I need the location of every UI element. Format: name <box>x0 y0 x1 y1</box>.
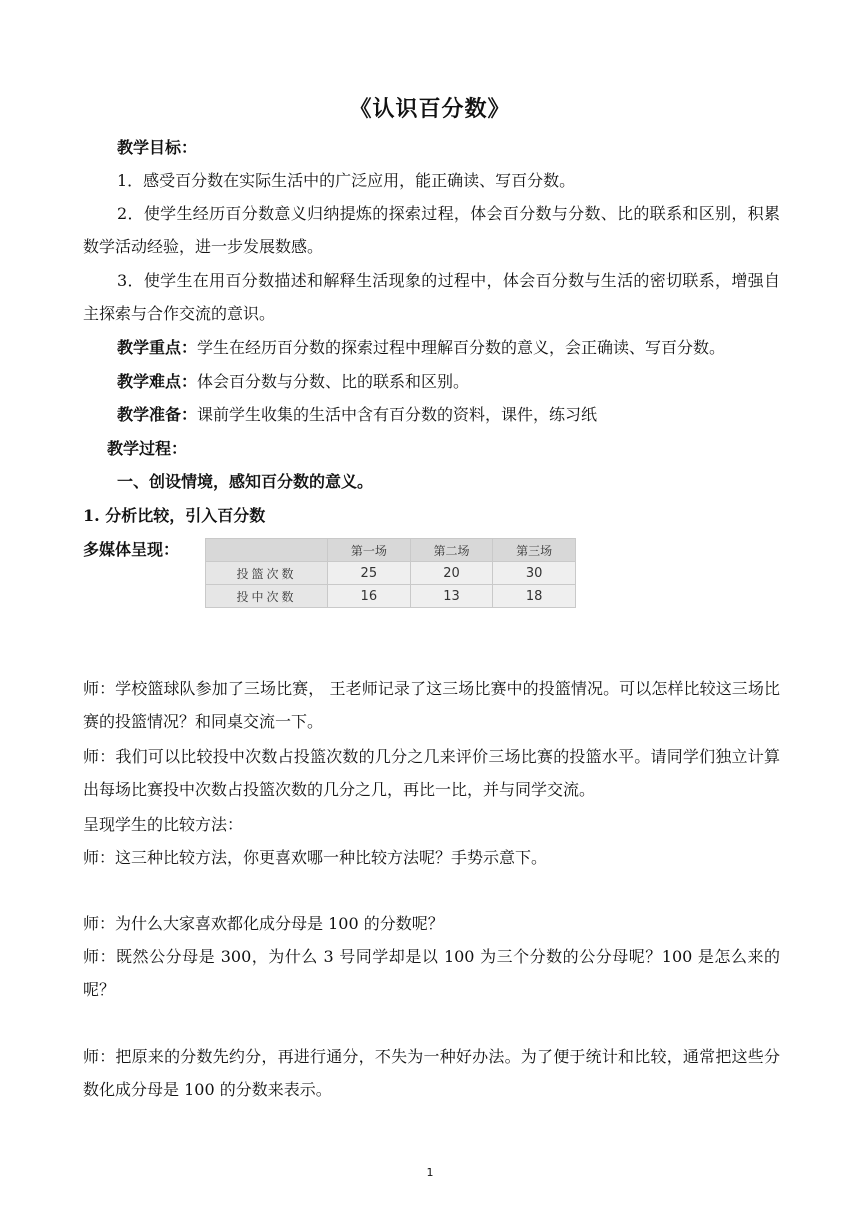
goal-item-1: 1．感受百分数在实际生活中的广泛应用，能正确读、写百分数。 <box>117 171 576 190</box>
shooting-table <box>205 538 576 608</box>
table-header-cell <box>206 539 328 562</box>
page-number: 1 <box>426 1166 434 1179</box>
key-point-label: 教学重点： <box>117 338 198 357</box>
table-cell: 16 <box>328 585 411 608</box>
dialogue-7: 师：把原来的分数先约分，再进行通分，不失为一种好办法。为了便于统计和比较，通常把这些分数化成分母是 100 的分数来表示。 <box>83 1047 780 1099</box>
dialogue-5: 师：为什么大家喜欢都化成分母是 100 的分数呢？ <box>83 914 444 933</box>
dialogue-2: 师：我们可以比较投中次数占投篮次数的几分之几来评价三场比赛的投篮水平。请同学们独立计算出每场比赛投中次数占投篮次数的几分之几，再比一比，并与同学交流。 <box>83 747 780 799</box>
subsection1-title: 1. 分析比较，引入百分数 <box>83 506 266 525</box>
table-cell: 18 <box>493 585 576 608</box>
goal-item-3: 3．使学生在用百分数描述和解释生活现象的过程中，体会百分数与生活的密切联系，增强自主探索与合作交流的意识。 <box>83 271 780 323</box>
table-header-cell: 第二场 <box>410 539 493 562</box>
dialogue-1: 师：学校篮球队参加了三场比赛， 王老师记录了这三场比赛中的投篮情况。可以怎样比较这三场比赛的投篮情况？和同桌交流一下。 <box>83 679 780 731</box>
table-cell: 25 <box>328 562 411 585</box>
preparation-label: 教学准备： <box>117 405 198 424</box>
table-row-label: 投篮次数 <box>206 562 328 585</box>
goals-label: 教学目标： <box>117 138 198 157</box>
difficulty <box>117 372 469 392</box>
document-title: 《认识百分数》 <box>349 96 511 122</box>
dialogue-6: 师：既然公分母是 300，为什么 3 号同学却是以 100 为三个分数的公分母呢？100 是怎么来的呢？ <box>83 947 780 999</box>
table-row-label: 投中次数 <box>206 585 328 608</box>
process-label: 教学过程： <box>107 439 188 458</box>
preparation-text: 课前学生收集的生活中含有百分数的资料，课件，练习纸 <box>197 405 598 424</box>
goal-item-2: 2．使学生经历百分数意义归纳提炼的探索过程，体会百分数与分数、比的联系和区别，积累数学活动经验，进一步发展数感。 <box>83 204 780 256</box>
key-point <box>117 338 725 358</box>
difficulty-text: 体会百分数与分数、比的联系和区别。 <box>197 372 470 391</box>
preparation <box>117 405 597 425</box>
media-label: 多媒体呈现： <box>83 540 180 559</box>
key-point-text: 学生在经历百分数的探索过程中理解百分数的意义，会正确读、写百分数。 <box>197 338 726 357</box>
table-cell: 20 <box>410 562 493 585</box>
table-header-cell: 第一场 <box>328 539 411 562</box>
dialogue-3: 呈现学生的比较方法： <box>83 815 244 834</box>
table-header-cell: 第三场 <box>493 539 576 562</box>
section1-title: 一、创设情境，感知百分数的意义。 <box>117 472 374 491</box>
table-cell: 30 <box>493 562 576 585</box>
table-cell: 13 <box>410 585 493 608</box>
table-row <box>206 585 576 608</box>
table-header-row <box>206 539 576 562</box>
difficulty-label: 教学难点： <box>117 372 198 391</box>
table-row <box>206 562 576 585</box>
dialogue-4: 师：这三种比较方法，你更喜欢哪一种比较方法呢？手势示意下。 <box>83 848 548 867</box>
